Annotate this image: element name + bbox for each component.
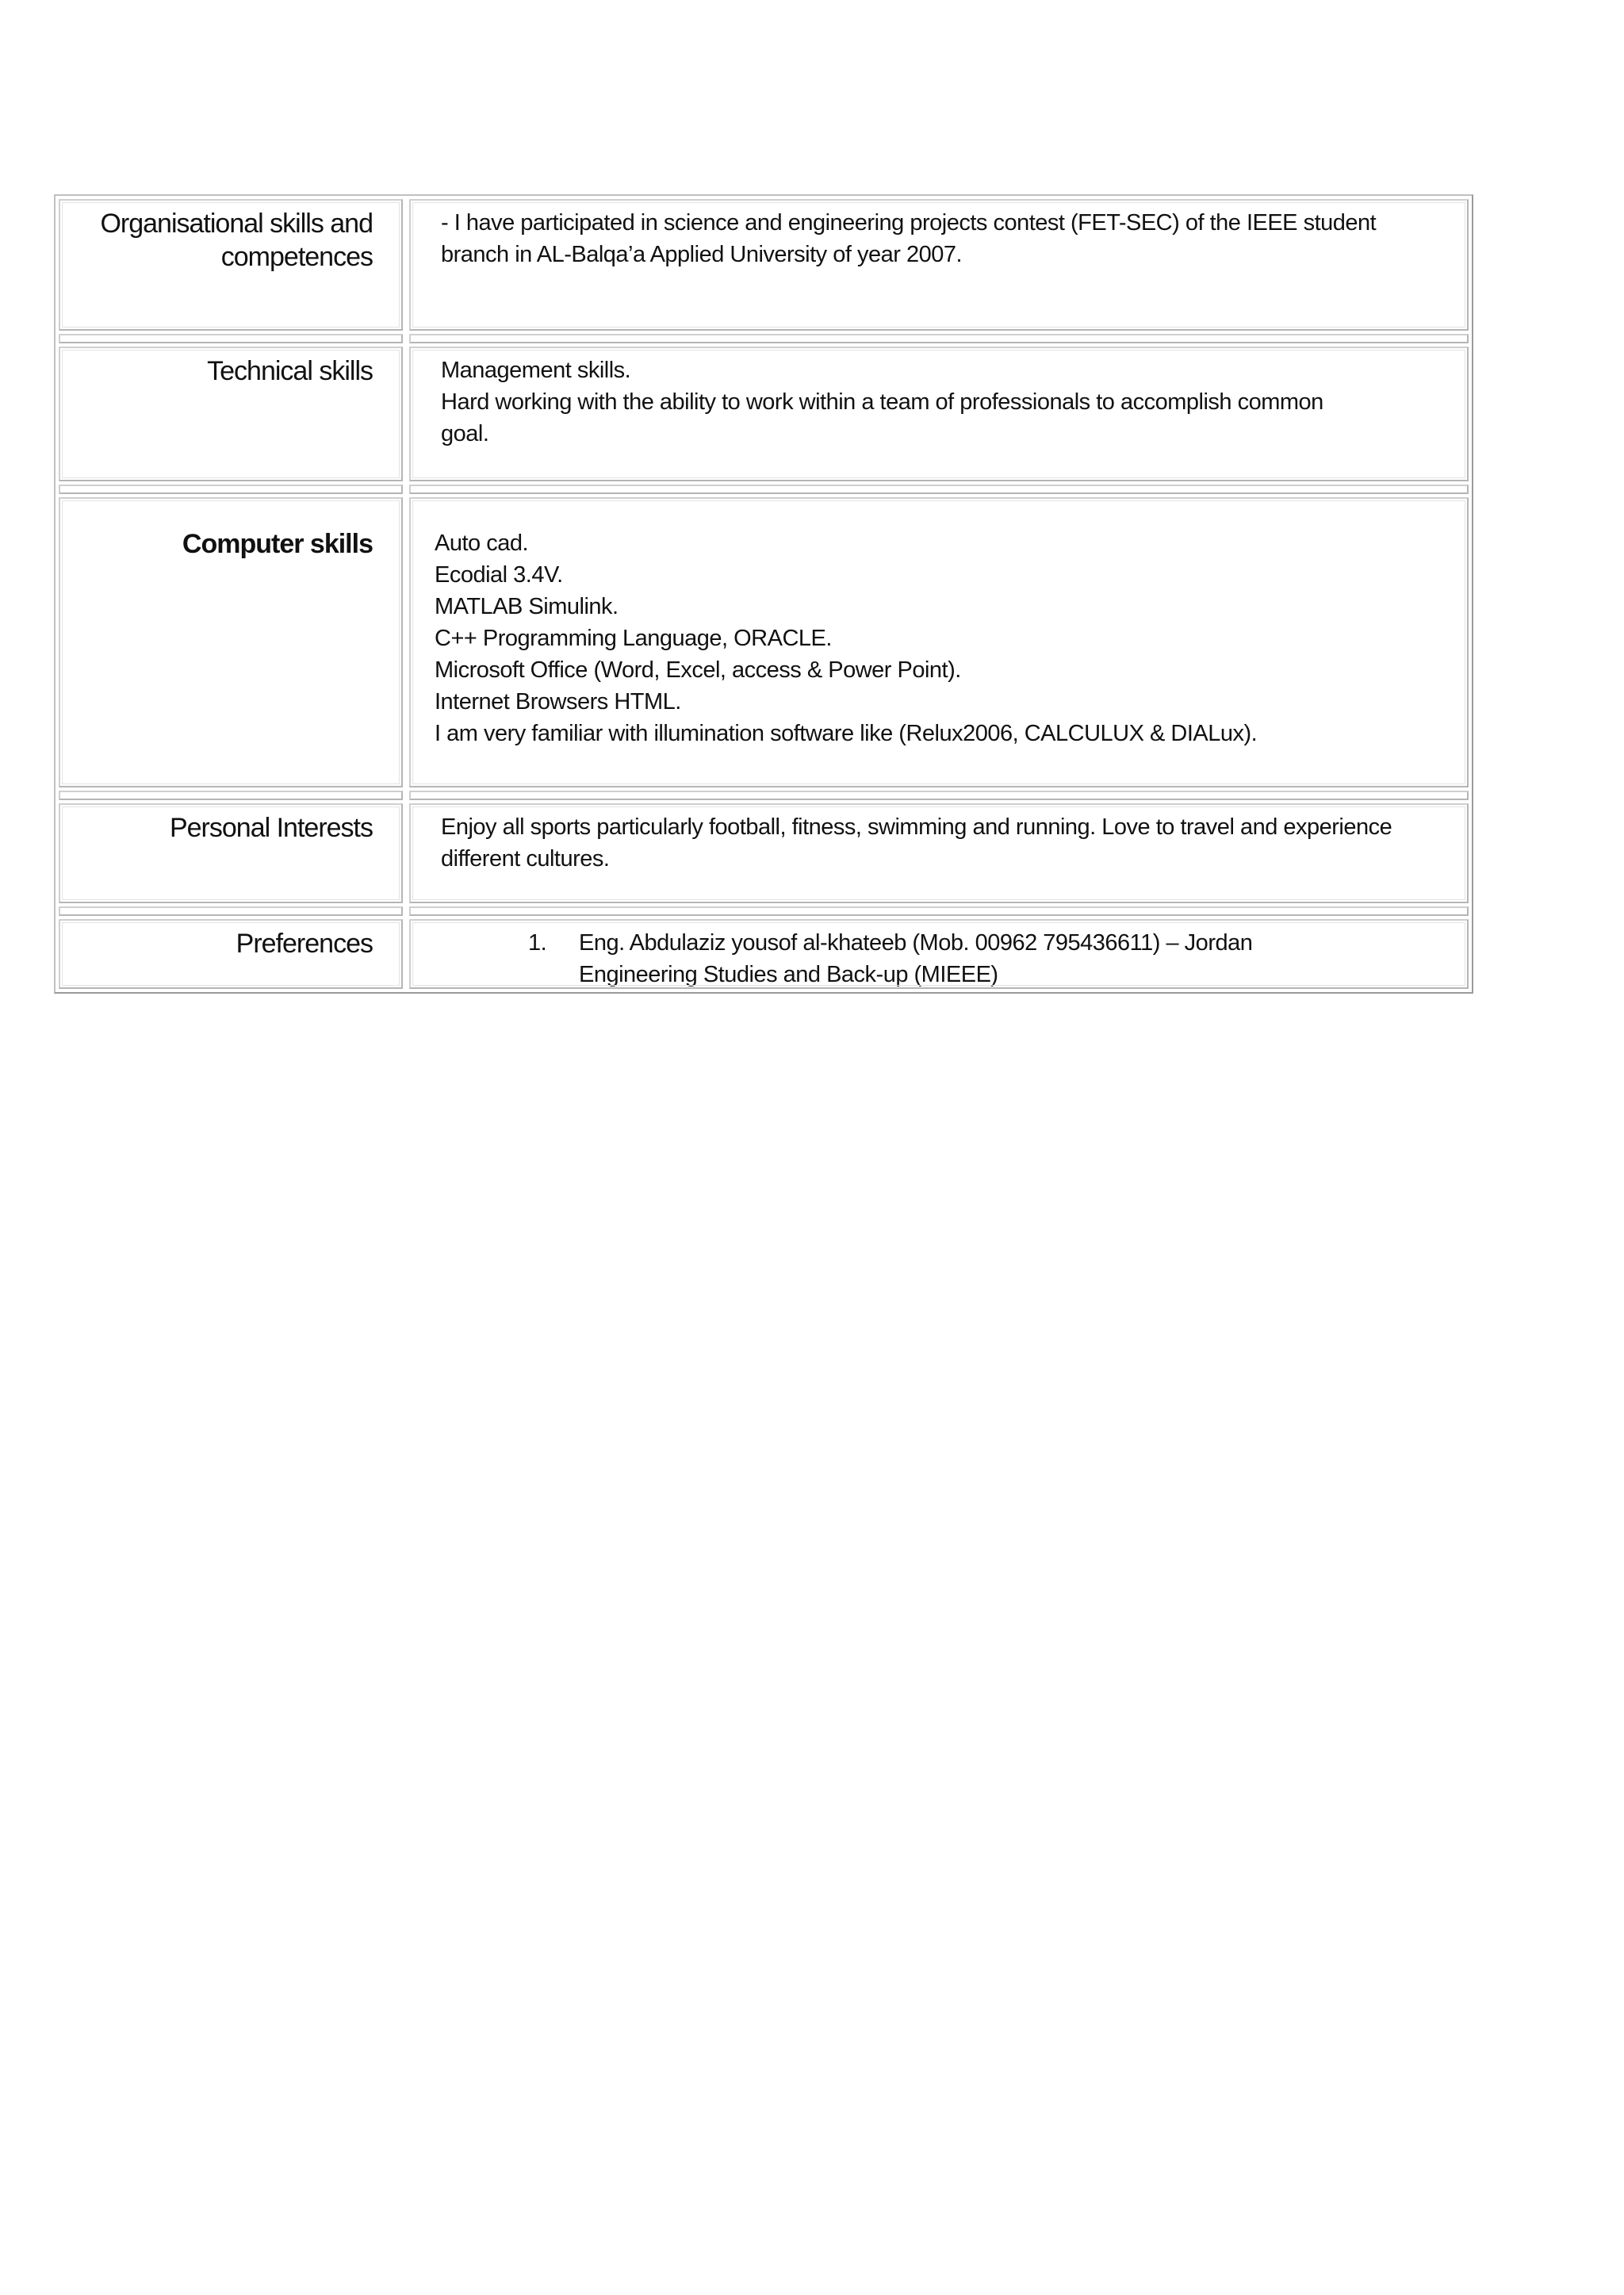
row-technical bbox=[59, 347, 1469, 481]
content-organisational bbox=[409, 199, 1469, 331]
content-preferences bbox=[409, 919, 1469, 989]
spacer-row bbox=[59, 485, 1469, 494]
row-computer bbox=[59, 497, 1469, 787]
label-preferences: Preferences bbox=[59, 919, 403, 989]
computer-skill-item: MATLAB Simulink. bbox=[435, 594, 619, 619]
preference-line2: Engineering Studies and Back-up (MIEEE) bbox=[579, 962, 998, 987]
preference-number: 1. bbox=[528, 930, 547, 956]
technical-text-line3: goal. bbox=[441, 421, 489, 446]
preference-item bbox=[441, 927, 1435, 959]
label-computer: Computer skills bbox=[59, 497, 403, 787]
computer-skill-item: Microsoft Office (Word, Excel, access & Power Point). bbox=[435, 657, 961, 683]
organisational-text-line2: branch in AL-Balqa’a Applied University of year 2007. bbox=[441, 242, 963, 267]
interests-text-line2: different cultures. bbox=[441, 846, 610, 872]
computer-skill-item: Ecodial 3.4V. bbox=[435, 562, 563, 588]
technical-text-line2: Hard working with the ability to work within a team of professionals to accomplish common bbox=[441, 389, 1323, 415]
spacer-cell bbox=[59, 485, 403, 494]
organisational-text-line1: - I have participated in science and engineering projects contest (FET-SEC) of the IEEE student bbox=[441, 210, 1377, 236]
content-technical bbox=[409, 347, 1469, 481]
row-organisational bbox=[59, 199, 1469, 331]
spacer-cell bbox=[59, 334, 403, 343]
technical-text-line1: Management skills. bbox=[441, 358, 631, 383]
spacer-cell bbox=[59, 791, 403, 800]
computer-skill-item: C++ Programming Language, ORACLE. bbox=[435, 626, 832, 651]
label-organisational-line1: Organisational skills and bbox=[100, 209, 373, 239]
spacer-cell bbox=[409, 485, 1469, 494]
spacer-row bbox=[59, 791, 1469, 800]
computer-skill-item: Auto cad. bbox=[435, 531, 529, 556]
spacer-cell bbox=[409, 791, 1469, 800]
spacer-row bbox=[59, 334, 1469, 343]
label-organisational-line2: competences bbox=[220, 242, 373, 272]
spacer-cell bbox=[409, 334, 1469, 343]
content-interests bbox=[409, 803, 1469, 903]
label-interests: Personal Interests bbox=[59, 803, 403, 903]
spacer-cell bbox=[409, 906, 1469, 916]
spacer-row bbox=[59, 906, 1469, 916]
interests-text-line1: Enjoy all sports particularly football, fitness, swimming and running. Love to travel and experience bbox=[441, 814, 1392, 840]
label-technical: Technical skills bbox=[59, 347, 403, 481]
label-organisational bbox=[59, 199, 403, 331]
cv-skills-table bbox=[54, 194, 1473, 994]
content-computer bbox=[409, 497, 1469, 787]
computer-skill-item: Internet Browsers HTML. bbox=[435, 689, 681, 715]
computer-skill-item: I am very familiar with illumination software like (Relux2006, CALCULUX & DIALux). bbox=[435, 721, 1258, 746]
spacer-cell bbox=[59, 906, 403, 916]
preference-line1: Eng. Abdulaziz yousof al-khateeb (Mob. 00962 795436611) – Jordan bbox=[579, 930, 1253, 956]
row-preferences bbox=[59, 919, 1469, 989]
row-interests bbox=[59, 803, 1469, 903]
